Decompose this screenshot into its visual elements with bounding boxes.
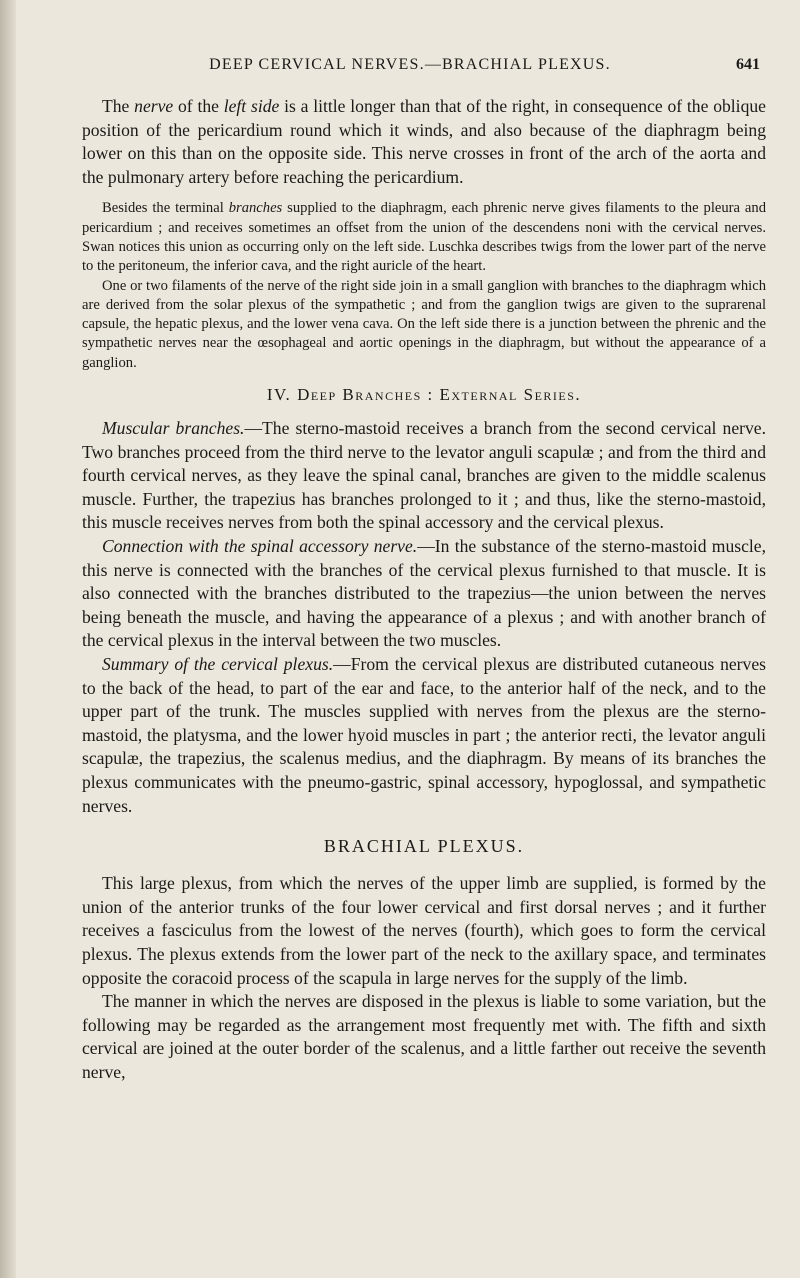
- page-header: [60, 56, 760, 80]
- paragraph: [82, 535, 766, 653]
- section-external-series: [82, 417, 766, 818]
- text-run: —From the cervical plexus are distributed cutaneous nerves to the back of the head, to part of the ear and face, to the anterior half of the neck, and to the upper part of the trunk. The muscles supplied with nerves from the plexus are the sterno-mastoid, the platysma, and the lower hyoid muscles in part ; the anterior recti, the levator anguli scapulæ, the trapezius, the scalenus medius, and the diaphragm. By means of its branches the plexus communicates with the pneumo-gastric, spinal accessory, hypoglossal, and sympathetic nerves.: [82, 653, 766, 816]
- section-heading-brachial-plexus: BRACHIAL PLEXUS.: [323, 836, 525, 857]
- page-gutter-shadow: [0, 0, 16, 1278]
- paragraph: [82, 417, 766, 535]
- section-brachial-plexus: [82, 872, 766, 1084]
- italic-term: branches: [228, 200, 283, 217]
- heading-title: Deep Branches :: [297, 385, 434, 405]
- text-run: —In the substance of the sterno-mastoid muscle, this nerve is connected with the branches of the cervical plexus furnished to that muscle. It is also connected with the branches distributed to the trapezius—the union between the nerves being beneath the muscle, and having the appearance of a plexus ; and with another branch of the cervical plexus in the interval between the two muscles.: [82, 536, 767, 651]
- paragraph: [82, 653, 766, 818]
- italic-term: left side: [223, 96, 280, 116]
- small-print-notes: [82, 199, 766, 373]
- text-run: of the: [173, 96, 224, 116]
- text-run: is a little longer than that of the right, in consequence of the oblique position of the pericardium round which it winds, and also because of the diaphragm being lower on this than on the opposite side. This nerve crosses in front of the arch of the aorta and the pulmonary artery before reaching the pericardium.: [82, 96, 766, 187]
- paragraph: One or two filaments of the nerve of the right side join in a small ganglion with branches to the diaphragm which are derived from the solar plexus of the sympathetic ; and from the ganglion twigs are given to the suprarenal capsule, the hepatic plexus, and the lower vena cava. On the left side there is a junction between the phrenic and the sympathetic nerves near the œsophageal and aortic openings in the diaphragm, but without the appearance of a ganglion.: [82, 277, 766, 371]
- italic-term: nerve: [134, 96, 174, 116]
- paragraph-lead: Summary of the cervical plexus.: [102, 653, 334, 674]
- running-head: DEEP CERVICAL NERVES.—BRACHIAL PLEXUS.: [209, 56, 611, 73]
- section-heading-iv: [82, 383, 766, 407]
- heading-subtitle: External Series.: [439, 385, 582, 405]
- text-run: The: [102, 96, 135, 116]
- paragraph-lead: Muscular branches.: [102, 418, 245, 439]
- section-left-phrenic: [82, 95, 766, 189]
- text-run: supplied to the diaphragm, each phrenic nerve gives filaments to the pleura and pericardium ; and receives sometimes an offset from the union of the descendens noni with the cervical nerves. Swan notices this union as occurring only on the left side. Luschka describes twigs from the lower part of the nerve to the peritoneum, the inferior cava, and the right auricle of the heart.: [82, 200, 767, 275]
- paragraph-lead: Connection with the spinal accessory nerve.: [102, 536, 418, 557]
- text-run: Besides the terminal: [102, 200, 229, 217]
- text-run: —The sterno-mastoid receives a branch from the second cervical nerve. Two branches proceed from the third nerve to the levator anguli scapulæ ; and from the third and fourth cervical nerves, as they leave the spinal canal, branches are given to the middle scalenus muscle. Further, the trapezius has branches prolonged to it ; and thus, like the sterno-mastoid, this muscle receives nerves from both the spinal accessory and the cervical plexus.: [82, 418, 766, 533]
- heading-numeral: IV.: [266, 385, 292, 405]
- paragraph: [82, 199, 766, 276]
- paragraph: The manner in which the nerves are disposed in the plexus is liable to some variation, but the following may be regarded as the arrangement most frequently met with. The fifth and sixth cervical are joined at the outer border of the scalenus, and a little farther out receive the seventh nerve,: [82, 991, 766, 1082]
- page-body: [82, 95, 766, 1084]
- page-number: 641: [736, 56, 760, 73]
- paragraph: This large plexus, from which the nerves of the upper limb are supplied, is formed by the union of the anterior trunks of the four lower cervical and first dorsal nerves ; and it further receives a fasciculus from the lowest of the nerves (fourth), which goes to form the cervical plexus. The plexus extends from the lower part of the neck to the axillary space, and terminates opposite the coracoid process of the scapula in large nerves for the supply of the limb.: [82, 873, 766, 988]
- paragraph: [82, 95, 766, 189]
